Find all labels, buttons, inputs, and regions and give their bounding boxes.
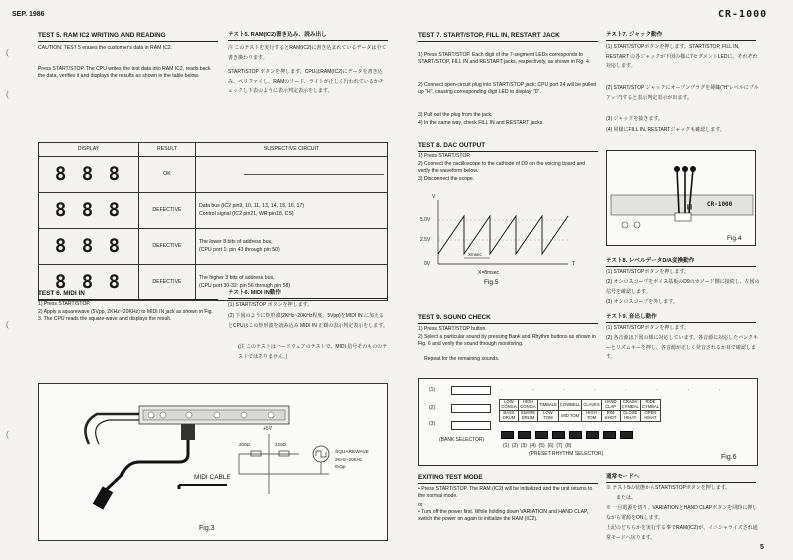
fig5 (418, 192, 598, 292)
exit-jp1: ※ テスト5の状態からSTART/STOPボタンを押します。 (606, 485, 731, 491)
test7-jp-title: テスト7. ジャック動作 (606, 32, 756, 41)
result-table (38, 142, 388, 301)
test6-title: TEST 6. MIDI IN (38, 290, 218, 300)
result-cell: OK (138, 157, 195, 193)
fig4-frame (606, 150, 756, 246)
rhythm-pad (552, 431, 565, 439)
test6-step1: 1) Press START/STOP. (38, 301, 91, 307)
sound-cell: LOW CONGA (501, 399, 517, 409)
margin-mark: ( (6, 320, 9, 329)
bank-button-3 (451, 421, 491, 430)
seven-seg-display: 8 8 8 (54, 271, 123, 293)
test7-title: TEST 7. START/STOP, FILL IN, RESTART JACK (418, 32, 598, 42)
fig4-label: Fig.4 (727, 235, 742, 242)
fig5-t: T (572, 261, 576, 267)
test8-step2: 2) Connect the oscilloscope to the cathode of D9 on the voicing board and verify the waveform below. (418, 161, 586, 175)
fig3-sq3: 5Vpp (335, 464, 346, 469)
rhythm-pad (569, 431, 582, 439)
fig6-label: Fig.6 (721, 454, 737, 461)
bank-button-1 (451, 386, 491, 395)
test7-step2: 2) Connect open-circuit plug into START/STOP jack; CPU port 24 will be pulled up "H", causing corresponding digit LED to display "0". (418, 82, 596, 96)
fig5-period: X=8msec (478, 270, 499, 276)
jack-diagram (607, 151, 757, 247)
table-row (500, 400, 661, 411)
exit-jp2: ※ 一旦電源を切り、VARIATIONとHAND CLAPボタンを同時に押しながら電源をONします。 (606, 505, 758, 521)
fig6-nums: (1) (2) (3) (4) (5) (6) (7) (8) (503, 443, 572, 449)
circuit-line: (CPU port 30-32: pin 56 through pin 58) (199, 282, 291, 289)
exit-b2-text: Turn off the power first. While holding down VARIATION and HAND CLAP, switch the power on again to initialize the RAM (IC2). (418, 509, 589, 523)
rhythm-pad (620, 431, 633, 439)
exit-bullet2: • Turn off the power first. While holding down VARIATION and HAND CLAP, switch the power on again to initialize the RAM (IC2). (418, 509, 589, 523)
model-logo: CR-1000 (718, 9, 768, 20)
fig6-preset: (PRESET RHYTHM SELECTOR) (529, 451, 604, 457)
result-cell: DEFECTIVE (138, 193, 195, 229)
fig5-label: Fig.5 (484, 279, 499, 286)
fig6-row2: (2) (429, 405, 436, 411)
sound-cell: TIMBALE (538, 400, 559, 411)
exit-jp-or: または、 (616, 495, 637, 501)
fig3-label: Fig.3 (199, 525, 215, 532)
sound-cell: CRASH CYMBAL (621, 399, 639, 409)
test8-step3: 3) Disconnect the scope. (418, 176, 475, 182)
fig3-v5: +5V (263, 426, 273, 432)
page-number: 5 (760, 544, 764, 551)
test8-step1: 1) Press START/STOP. (418, 153, 471, 159)
fig6-sound-table (499, 399, 661, 422)
test8-jp-step2: (2) オシロスコープをボイス基板のD9のカソード側に接続し、左図の信号を確認します。 (606, 279, 760, 295)
test7-step3: 3) Pull out the plug from the jack. (418, 112, 493, 118)
margin-mark: ( (6, 430, 9, 439)
test7-jp-step2: (2) START/STOP ジャックにオープンプラグを挿織("H"レベルにプルアップ)すると表示判定表示が出ます。 (606, 85, 759, 101)
test5-jp-body: START/STOP ボタンを押します。CPUはRAM(IC2)にデータを書き込み、ベリファイし、RAMのリード、ライトが正しく行われているかチェックし下表のように表示判定表示をします。 (228, 69, 384, 94)
sound-cell: MID TOM (558, 411, 581, 422)
rhythm-pads (499, 431, 635, 442)
fig5-xmark: Xmsec (468, 252, 482, 257)
sound-cell: SNARE DRUM (519, 411, 538, 422)
test6-jp-note: (注 このテストはハードウェアのテストで、MIDI 信号そのもののテストではありません。) (238, 344, 388, 360)
bank-button-2 (451, 404, 491, 413)
margin-mark: ( (6, 48, 9, 57)
fig6-row3: (3) (429, 421, 436, 427)
table-row (39, 229, 388, 265)
test5-body: Press START/STOP. The CPU writes the test data into RAM IC2, reads back the data, verifies it and displays the results as shown in the table below. (38, 66, 211, 80)
fig5-5v: 5.0V (420, 217, 431, 223)
fig6-row1: (1) (429, 387, 436, 393)
test7-step4: 4) In the same way, check FILL IN and RESTART jacks. (418, 120, 544, 126)
test6-jp-step1: (1) START/STOP ボタンを押します。 (228, 302, 313, 308)
fig6-bank-label: (BANK SELECTOR) (439, 437, 485, 443)
test5-jp-note: 注 このテストを実行するとRAM(IC2)に書き込まれているデータは全て書き換わります。 (228, 45, 387, 61)
sound-cell: COWBELL (558, 400, 581, 411)
sound-cell: RIDE CYMBAL (641, 399, 660, 409)
svg-text:▤: ▤ (687, 202, 692, 211)
circuit-line: The lower 8 bits of address bus, (199, 239, 273, 246)
header-date: SEP. 1986 (12, 11, 45, 18)
sound-cell: HIGH CONGA (520, 399, 536, 409)
test8-jp-step3: (3) オシロスコープを外します。 (606, 299, 678, 305)
fig3-r2: 220Ω (275, 442, 286, 447)
sound-cell: LOW TOM (538, 411, 559, 422)
sound-cell: RIM SHOT (601, 411, 620, 422)
seven-seg-display: 8 8 8 (54, 163, 123, 185)
rhythm-pad (586, 431, 599, 439)
fig3-sq2: 2KHz~20KHz (335, 457, 363, 462)
test9-step1: 1) Press START/STOP button. (418, 326, 487, 332)
test8-jp-title: テスト8. レベルデータD/A変換動作 (606, 258, 756, 267)
result-cell: DEFECTIVE (138, 229, 195, 265)
test8-jp-step1: (1) START/STOPボタンを押します。 (606, 269, 689, 275)
seven-seg-display: 8 8 8 (54, 199, 123, 221)
test8-title: TEST 8. DAC OUTPUT (418, 142, 598, 152)
fig3-r1: 200Ω (239, 442, 250, 447)
seven-seg-display: 8 8 8 (54, 235, 123, 257)
test5-title: TEST 5. RAM IC2 WRITING AND READING (38, 32, 218, 42)
empty-line (244, 174, 384, 175)
test9-step3: Repeat for the remaining sounds. (424, 356, 500, 362)
circuit-line: Control signal (IC2 pin21, WR:pin18, CS) (199, 210, 294, 217)
fig3-sq: SQUAREWAVE (335, 450, 369, 455)
test6-step2: 2) Apply a squarewave (5Vpp, 2KHz~20KHz) to MIDI IN jack as shown in Fig. 3. The CPU reads the square-wave and displays the result. (38, 309, 213, 323)
test9-step2: 2) Select a particular sound by pressing Bank and Rhythm buttons as shown in Fig. 6 and verify the sound through monitoring. (418, 334, 596, 348)
test9-jp-step2: (2) 各音源は下図の様に対応しています。各音源に対応したバンクキーとリズムキーを押し、各音源が正しく発音されるか耳で確認します。 (606, 335, 759, 360)
waveform-chart (418, 192, 598, 292)
table-row (39, 157, 388, 193)
test7-jp-step3: (3) ジャックを抜きます。 (606, 116, 664, 122)
exit-jp-title: 通常モードへ (606, 474, 756, 483)
test7-jp-step4: (4) 同様にFILL IN, RESTARTジャックも確認します。 (606, 127, 725, 133)
test6-jp-step2: (2) 下図のように矩形波(2KHz~20KHz程度、5Vpp)をMIDI IN に加えるとCPUはこの矩形波を読み込み MIDI IN 正観の表示判定表示をします。 (228, 313, 388, 329)
col-circuit: SUSPECTIVE CIRCUIT (196, 143, 388, 157)
result-cell: DEFECTIVE (138, 265, 195, 301)
fig4-model: CR-1000 (707, 201, 733, 208)
circuit-line: (CPU port 1: pin 43 through pin 50) (199, 246, 280, 253)
table-row (500, 411, 661, 422)
fig6-frame (418, 378, 758, 466)
exit-jp3: 上記のどちらかを実行する事でRAM(IC2)が、イニシャライズされ通常モードへ戻ります。 (606, 525, 758, 541)
sound-cell: HIGH TOM (582, 411, 601, 422)
test6-jp-title: テスト6. MIDI IN動作 (228, 290, 388, 299)
sound-cell: CLAVES (582, 400, 601, 411)
fig3-frame (38, 383, 388, 541)
rhythm-pad (603, 431, 616, 439)
test7-jp-step1: (1) START/STOPボタンを押します。START/STOP, FILL IN, RESTART の各ジャックが下図の様に7セグメントLEDに、それぞれ対応します。 (606, 44, 758, 69)
col-result: RESULT (138, 143, 195, 157)
exit-bullet1: • Press START/STOP. The RAM (IC2) will be initialized and the unit returns to the normal mode. (418, 486, 593, 500)
test9-jp-step1: (1) START/STOPボタンを押します。 (606, 325, 689, 331)
rhythm-pad (501, 431, 514, 439)
circuit-line: Data bus (IC2 pin9, 10, 11, 13, 14, 15, 16, 17) (199, 203, 305, 210)
fig5-25v: 2.5V (420, 237, 431, 243)
test9-jp-title: テスト9. 音出し動作 (606, 314, 756, 323)
test7-step1: 1) Press START/STOP. Each digit of the 7-segment LEDs corresponds to START/STOP, FILL IN and RESTART jacks, respectively, as shown in Fig. 4. (418, 52, 591, 66)
test9-title: TEST 9. SOUND CHECK (418, 314, 598, 324)
fig5-v: V (432, 194, 436, 200)
exit-or: or (418, 502, 423, 508)
rhythm-pad (535, 431, 548, 439)
circuit-line: The higher 3 bits of address bus, (199, 275, 275, 282)
sound-cell: OPEN HIHAT (640, 411, 660, 422)
sound-cell: HAND CLAP (601, 400, 620, 411)
table-row (39, 193, 388, 229)
margin-mark: ( (6, 90, 9, 99)
sound-cell: BASS DRUM (500, 411, 519, 422)
fig6-row1-dots: · · · · · · · · (501, 387, 735, 393)
exit-b1-text: Press START/STOP. The RAM (IC2) will be initialized and the unit returns to the normal mode. (418, 486, 593, 500)
col-display: DISPLAY (39, 143, 139, 157)
test5-jp-title: テスト5. RAM(IC2)書き込み、読み出し (228, 32, 388, 41)
exit-title: EXITING TEST MODE (418, 474, 598, 484)
rhythm-pad (518, 431, 531, 439)
test5-caution: CAUTION: TEST 5 erases the customer's data in RAM IC2. (38, 45, 173, 51)
fig5-0v: 0V (424, 261, 431, 267)
sound-cell: CLOSE HIHAT (620, 411, 640, 422)
fig3-cable-label: MIDI CABLE (194, 474, 231, 481)
